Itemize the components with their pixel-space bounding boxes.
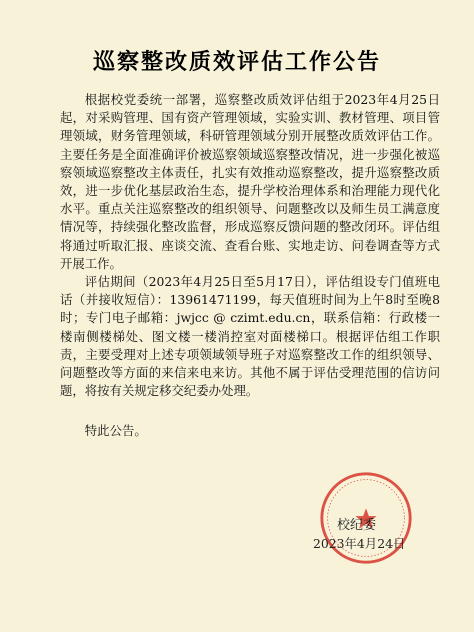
notice-title: 巡察整改质效评估工作公告 <box>92 49 381 75</box>
notice-body <box>60 91 440 441</box>
paragraph-2: 评估期间（2023年4月25日至5月17日），评估组设专门值班电话（并接收短信）：13961471199，每天值班时间为上午8时至晚8时；专门电子邮箱：jwjcc @ czimt.edu.cn，联系信箱：行政楼一楼南侧楼梯处、图文楼一楼消控室对面楼梯口。根据评估组工作职责，主要受理对上述专项领域领导班子对巡察整改工作的组织领导、问题整改等方面的来信来电来访。其他不属于评估受理范围的信访问题，将按有关规定移交纪委办处理。 <box>60 274 440 399</box>
closing-text: 特此公告。 <box>84 423 147 439</box>
notice-date: 2023年4月24日 <box>313 536 406 551</box>
paragraph-1: 根据校党委统一部署，巡察整改质效评估组于2023年4月25日起，对采购管理、国有资产管理领域，实验实训、教材管理、项目管理领域，财务管理领域，科研管理领域分别开展整改质效评估工作。主要任务是全面准确评价被巡察领域巡察整改情况，进一步强化被巡察领域巡察整改主体责任，扎实有效推动巡察整改，提升巡察整改质效，进一步优化基层政治生态，提升学校治理体系和治理能力现代化水平。重点关注巡察整改的组织领导、问题整改以及师生员工满意度情况等，持续强化整改监督，形成巡察反馈问题的整改闭环。评估组将通过听取汇报、座谈交流、查看台账、实地走访、问卷调查等方式开展工作。 <box>60 92 440 271</box>
signature-org: 校纪委 <box>337 518 377 533</box>
